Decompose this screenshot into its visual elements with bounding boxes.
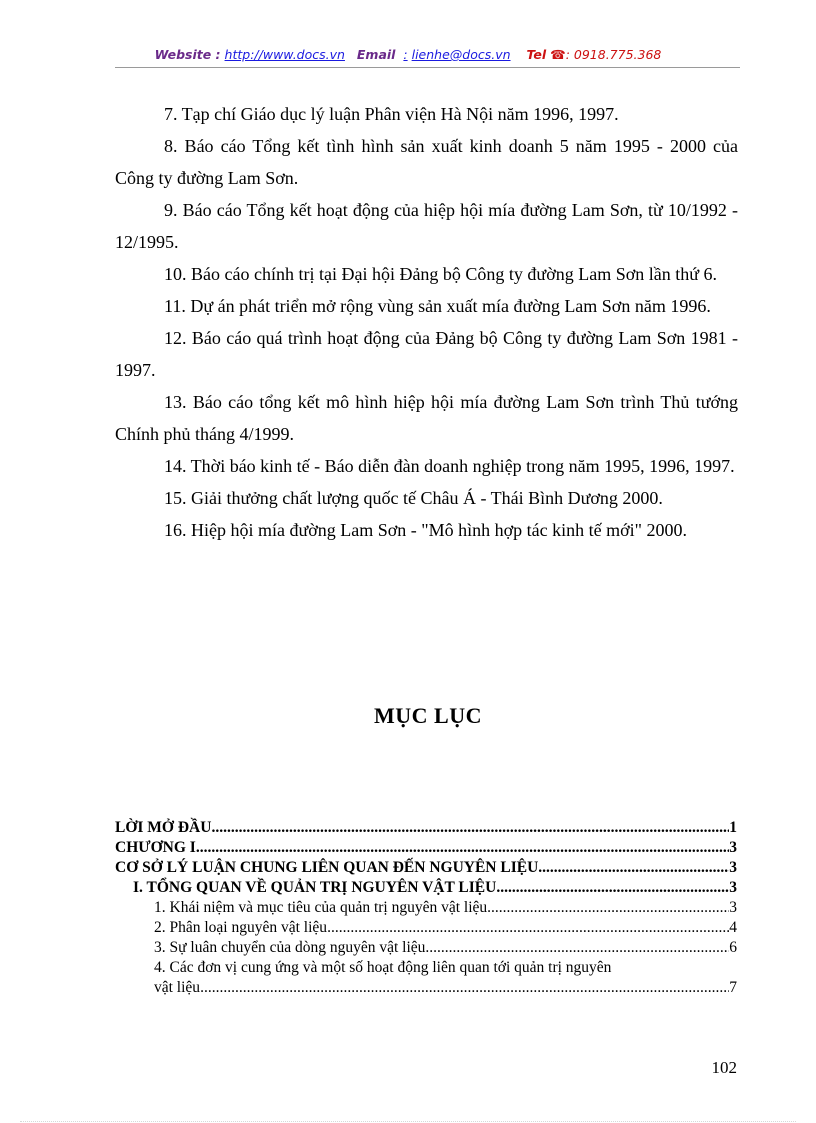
toc-entry-page: 4	[729, 919, 737, 936]
reference-item: 10. Báo cáo chính trị tại Đại hội Đảng bộ Công ty đường Lam Sơn lần thứ 6.	[164, 264, 717, 284]
reference-item: 12. Báo cáo quá trình hoạt động của Đảng bộ Công ty đường Lam Sơn 1981 - 1997.	[115, 328, 738, 380]
email-label: Email	[356, 47, 396, 62]
toc-leader	[496, 878, 729, 898]
toc-entry[interactable]	[115, 858, 737, 878]
toc-entry-label: 1. Khái niệm và mục tiêu của quản trị nguyên vật liệu	[154, 899, 488, 916]
toc-leader	[487, 898, 729, 918]
phone-icon: ☎	[550, 47, 566, 62]
reference-item: 13. Báo cáo tổng kết mô hình hiệp hội mía đường Lam Sơn trình Thủ tướng Chính phủ tháng 4/1999.	[115, 392, 738, 444]
toc-title: MỤC LỤC	[374, 703, 482, 728]
toc-entry-page: 3	[729, 839, 737, 856]
website-link[interactable]: http://www.docs.vn	[224, 47, 345, 62]
website-label: Website :	[154, 47, 221, 62]
toc-entry[interactable]	[115, 818, 737, 838]
toc-entry-page: 1	[729, 819, 737, 836]
toc-entry[interactable]	[115, 978, 737, 998]
toc-entry-label-line2: vật liệu	[154, 979, 201, 996]
toc-entry-page: 3	[729, 899, 737, 916]
toc-leader	[196, 838, 729, 858]
toc-entry-page: 6	[729, 939, 737, 956]
page-number: 102	[711, 1058, 737, 1077]
toc-leader	[538, 858, 729, 878]
toc-leader	[211, 818, 729, 838]
header-divider	[115, 67, 740, 68]
toc-leader	[327, 918, 729, 938]
toc-entry-label: 2. Phân loại nguyên vật liệu	[154, 919, 328, 936]
toc-entry[interactable]	[115, 838, 737, 858]
toc-entry[interactable]	[115, 878, 737, 898]
reference-item: 15. Giải thưởng chất lượng quốc tế Châu Á - Thái Bình Dương 2000.	[164, 488, 663, 508]
toc-entry[interactable]	[115, 898, 737, 918]
toc-entry[interactable]	[115, 938, 737, 958]
tel-label: Tel	[526, 47, 547, 62]
toc-leader	[200, 978, 729, 998]
footer-divider	[20, 1121, 796, 1122]
toc-entry-label: LỜI MỞ ĐẦU	[115, 819, 212, 836]
toc-entry-label: 3. Sự luân chuyển của dòng nguyên vật liệu	[154, 939, 426, 956]
toc-entry-page: 3	[729, 859, 737, 876]
reference-item: 8. Báo cáo Tổng kết tình hình sản xuất kinh doanh 5 năm 1995 - 2000 của Công ty đường Lam Sơn.	[115, 136, 738, 188]
reference-item: 9. Báo cáo Tổng kết hoạt động của hiệp hội mía đường Lam Sơn, từ 10/1992 - 12/1995.	[115, 200, 738, 252]
toc-entry-page: 7	[729, 979, 737, 996]
email-separator: :	[403, 47, 408, 62]
phone-number: : 0918.775.368	[565, 47, 662, 62]
reference-item: 7. Tạp chí Giáo dục lý luận Phân viện Hà Nội năm 1996, 1997.	[164, 104, 619, 124]
reference-item: 16. Hiệp hội mía đường Lam Sơn - "Mô hình hợp tác kinh tế mới" 2000.	[164, 520, 687, 540]
toc-entry-label-line1[interactable]: 4. Các đơn vị cung ứng và một số hoạt động liên quan tới quản trị nguyên	[154, 959, 612, 976]
reference-item: 11. Dự án phát triển mở rộng vùng sản xuất mía đường Lam Sơn năm 1996.	[164, 296, 711, 316]
email-link[interactable]: lienhe@docs.vn	[411, 47, 511, 62]
page-header	[0, 47, 816, 62]
toc-entry[interactable]	[115, 918, 737, 938]
reference-item: 14. Thời báo kinh tế - Báo diễn đàn doanh nghiệp trong năm 1995, 1996, 1997.	[164, 456, 735, 476]
toc-entry-label: CƠ SỞ LÝ LUẬN CHUNG LIÊN QUAN ĐẾN NGUYÊN LIỆU	[115, 859, 539, 876]
toc-entry-page: 3	[729, 879, 737, 896]
toc-entry-label: CHƯƠNG I	[115, 839, 196, 856]
toc-entry-label: I. TỔNG QUAN VỀ QUẢN TRỊ NGUYÊN VẬT LIỆU	[133, 879, 497, 896]
toc-leader	[425, 938, 729, 958]
reference-list	[115, 98, 738, 546]
table-of-contents	[115, 818, 737, 998]
